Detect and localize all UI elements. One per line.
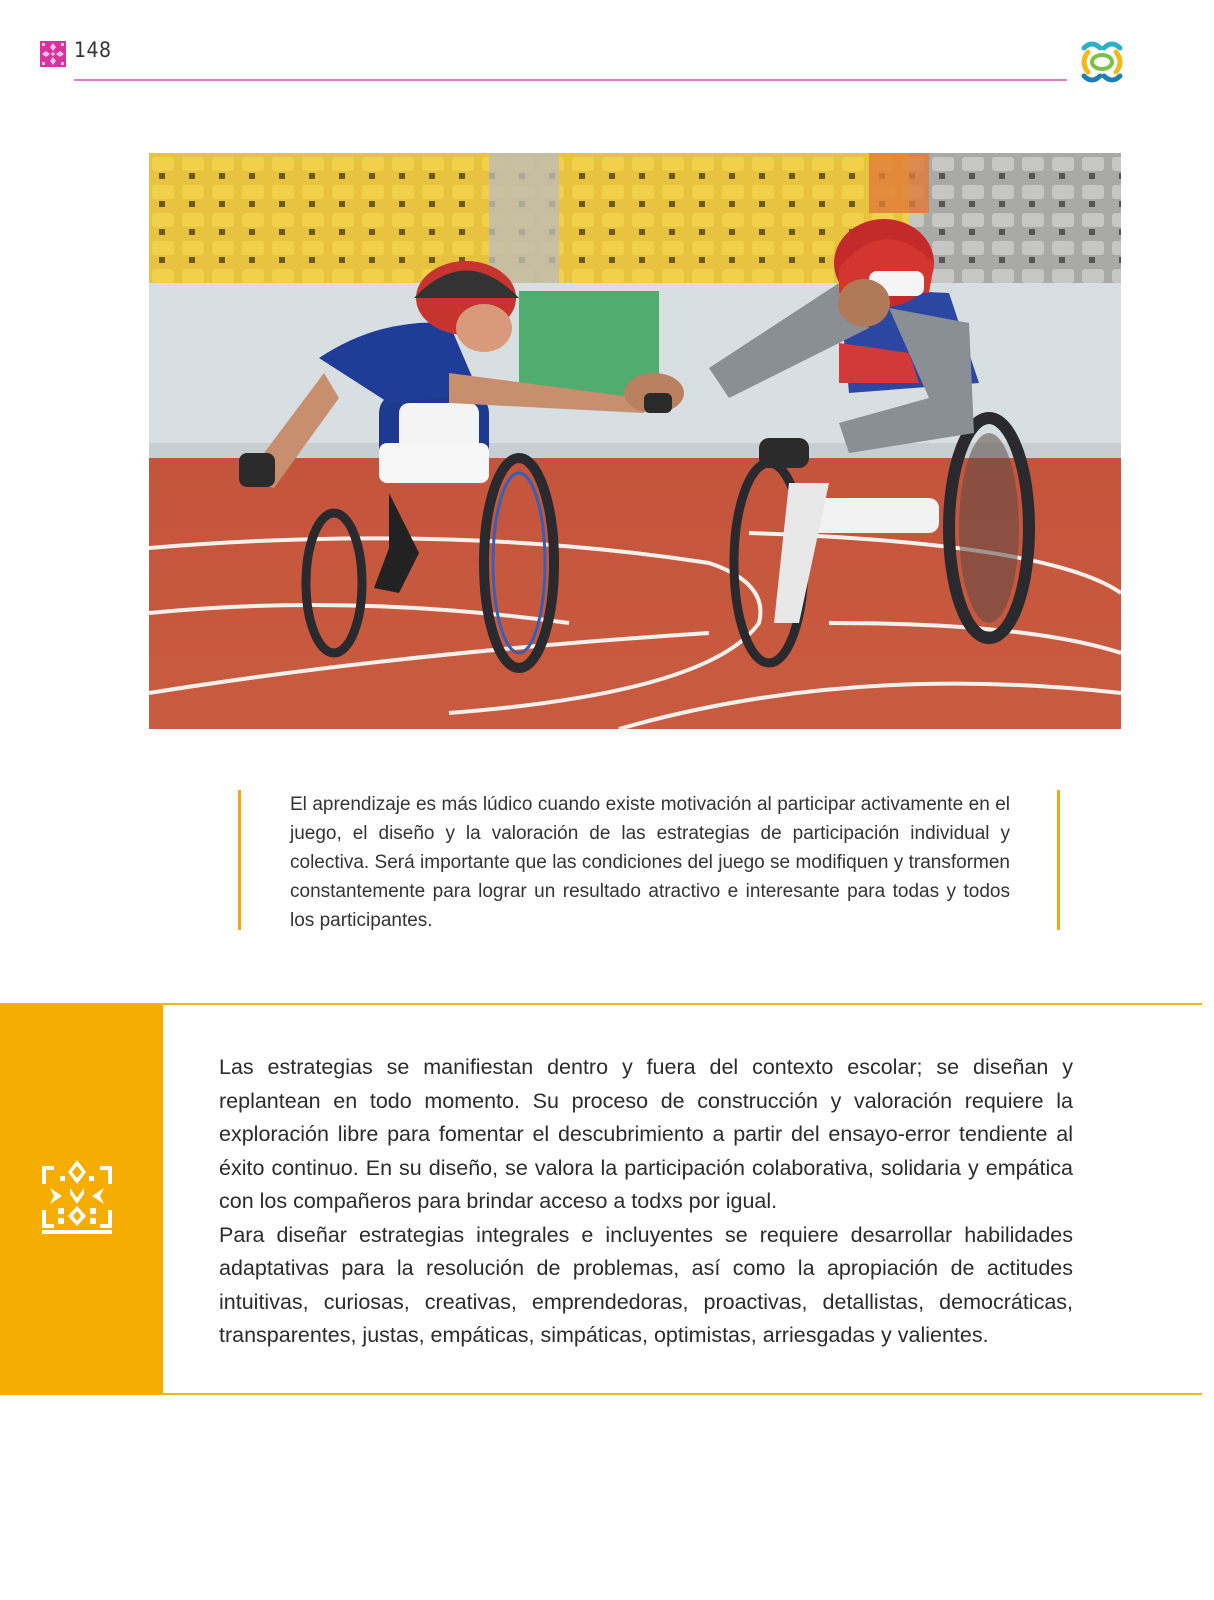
quote-text: El aprendizaje es más lúdico cuando existe motivación al participar activamente en el juego, el diseño y la valoración de las estrategias de participación individual y colectiva. Será importante que las condiciones del juego se modifiquen y transformen constantemente para lograr un resultado atractivo e interesante para todas y todos los participantes.	[290, 794, 1010, 931]
pink-textile-pattern-icon	[40, 41, 66, 67]
page-number: 148	[74, 38, 112, 62]
panel-top-rule	[0, 1003, 1202, 1005]
panel-body-text	[219, 1051, 1073, 1353]
wheelchair-racers-photo	[149, 153, 1121, 729]
panel-paragraph-1: Las estrategias se manifiestan dentro y fuera del contexto escolar; se diseñan y replantean en todo momento. Su proceso de construcción y valoración requiere la exploración libre para fomentar el descubrimiento a partir del ensayo-error tendiente al éxito continuo. En su diseño, se valora la participación colaborativa, solidaria y empática con los compañeros para brindar acceso a todxs por igual.	[219, 1055, 1073, 1213]
panel-bottom-rule	[0, 1393, 1202, 1395]
quote-right-bar	[1057, 790, 1060, 930]
header-divider	[74, 79, 1067, 81]
white-textile-pattern-icon	[40, 1158, 114, 1236]
quote-left-bar	[238, 790, 241, 930]
quote-block	[238, 790, 1060, 930]
interlocked-rings-logo-icon	[1078, 38, 1126, 86]
panel-paragraph-2: Para diseñar estrategias integrales e incluyentes se requiere desarrollar habilidades adaptativas para la resolución de problemas, así como la apropiación de actitudes intuitivas, curiosas, creativas, emprendedoras, proactivas, detallistas, democráticas, transparentes, justas, empáticas, simpáticas, optimistas, arriesgadas y valientes.	[219, 1222, 1073, 1347]
